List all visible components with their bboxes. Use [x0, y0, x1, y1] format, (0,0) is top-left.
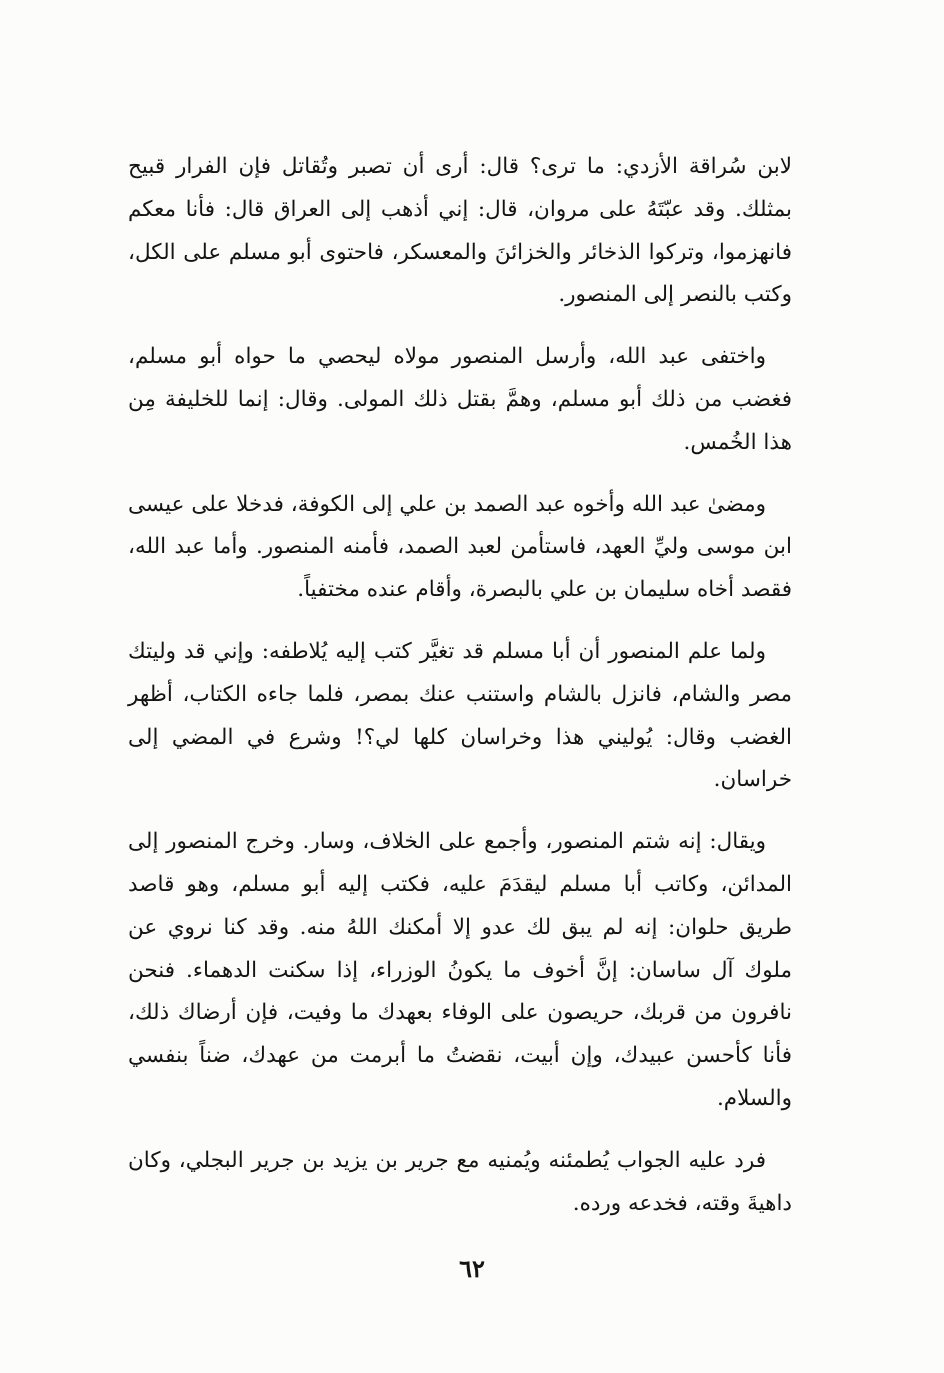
page-number: ٦٢ [459, 1254, 485, 1283]
paragraph-3: ومضىٰ عبد الله وأخوه عبد الصمد بن علي إلى الكوفة، فدخلا على عيسى ابن موسى وليِّ العهد، فاستأمن لعبد الصمد، فأمنه المنصور. وأما عبد الله، فقصد أخاه سليمان بن علي بالبصرة، وأقام عنده مختفياً. [128, 491, 792, 603]
paragraph-2: واختفى عبد الله، وأرسل المنصور مولاه ليحصي ما حواه أبو مسلم، فغضب من ذلك أبو مسلم، وهمَّ بقتل ذلك المولى. وقال: إنما للخليفة مِن هذا الخُمس. [128, 344, 792, 455]
paragraph-4: ولما علم المنصور أن أبا مسلم قد تغيَّر كتب إليه يُلاطفه: وإني قد وليتك مصر والشام، فانزل بالشام واستنب عنك بمصر، فلما جاءه الكتاب، أظهر الغضب وقال: يُوليني هذا وخراسان كلها لي؟! وشرع في المضي إلى خراسان. [128, 638, 792, 793]
paragraph-5: ويقال: إنه شتم المنصور، وأجمع على الخلاف، وسار. وخرج المنصور إلى المدائن، وكاتب أبا مسلم ليقدَمَ عليه، فكتب إليه أبو مسلم، وهو قاصد طريق حلوان: إنه لم يبق لك عدو إلا أمكنك اللهُ منه. وقد كنا نروي عن ملوك آل ساسان: إنَّ أخوف ما يكونُ الوزراء، إذا سكنت الدهماء. فنحن نافرون من قربك، حريصون على الوفاء بعهدك ما وفيت، فإن أرضاك ذلك، فأنا كأحسن عبيدك، وإن أبيت، نقضتُ ما أبرمت من عهدك، ضناً بنفسي والسلام. [128, 829, 792, 1111]
paragraph-1: لابن سُراقة الأزدي: ما ترى؟ قال: أرى أن تصبر وتُقاتل فإن الفرار قبيح بمثلك. وقد عبّتَهُ على مروان، قال: إني أذهب إلى العراق قال: فأنا معكم فانهزموا، وتركوا الذخائر والخزائنَ والمعسكر، فاحتوى أبو مسلم على الكل، وكتب بالنصر إلى المنصور. [128, 154, 792, 308]
paragraph-6: فرد عليه الجواب يُطمئنه ويُمنيه مع جرير بن يزيد بن جرير البجلي، وكان داهيةَ وقته، فخدعه ورده. [128, 1147, 792, 1216]
body-text [128, 146, 792, 1244]
